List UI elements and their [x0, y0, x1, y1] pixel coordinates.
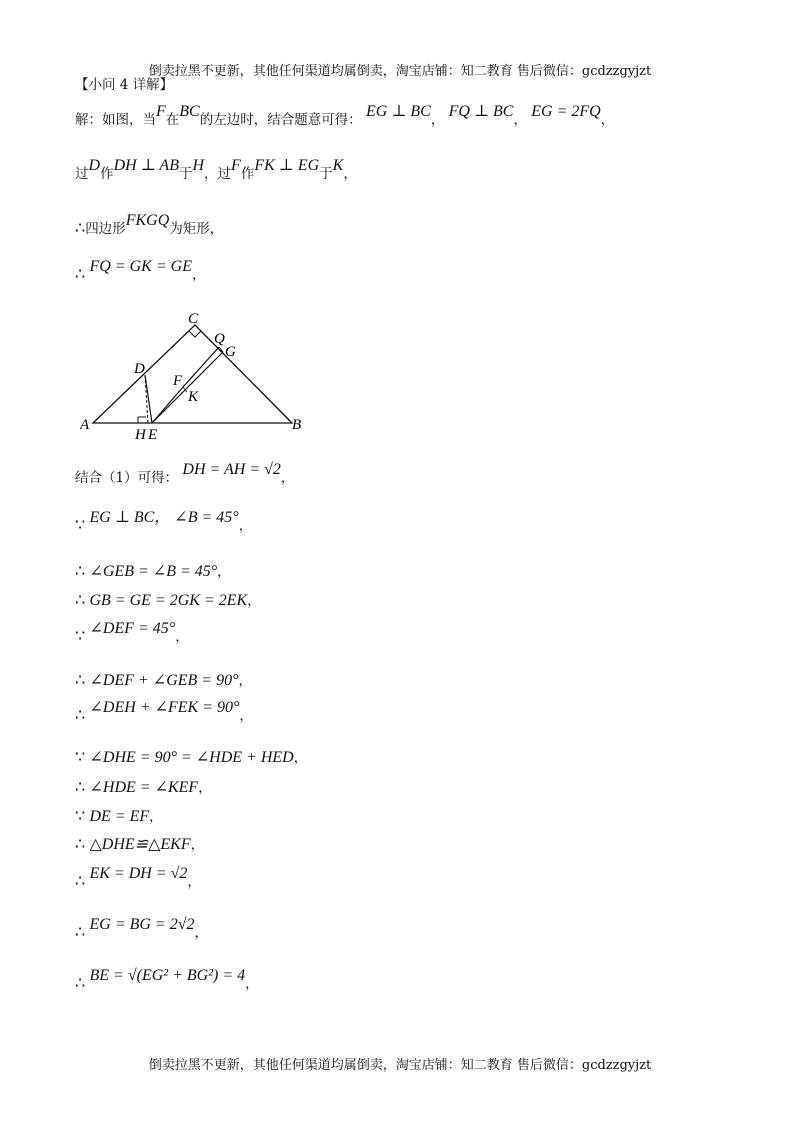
solution-line-15 [75, 836, 204, 853]
math-var: D [88, 157, 101, 174]
solution-line-11 [75, 699, 253, 724]
solution-line-17 [75, 916, 209, 941]
solution-line-7 [75, 563, 231, 580]
therefore-symbol: ∴ [75, 218, 86, 237]
text: 过 [75, 166, 89, 182]
because-symbol: ∵ [75, 806, 86, 825]
solution-line-9 [75, 620, 189, 645]
solution-line-3 [75, 212, 224, 237]
segment-de [145, 375, 152, 423]
comma: ， [239, 708, 253, 724]
therefore-symbol: ∴ [75, 777, 86, 796]
solution-line-10 [75, 672, 252, 689]
triangle-abc [93, 325, 292, 423]
math-var: BC [179, 103, 200, 120]
comma: ， [238, 518, 253, 534]
label-q: Q [214, 331, 225, 347]
comma: ， [190, 837, 205, 853]
therefore-symbol: ∴ [75, 590, 86, 609]
comma: ， [198, 780, 212, 796]
because-symbol: ∵ [75, 747, 86, 766]
right-angle-mark-h [138, 417, 146, 423]
solution-line-16 [75, 865, 201, 890]
math-expr: ∠DHE = 90° = ∠HDE + HED [89, 749, 294, 766]
comma: ， [175, 629, 189, 645]
solution-line-5 [75, 461, 295, 486]
therefore-symbol: ∴ [75, 834, 86, 853]
comma: ， [194, 925, 209, 941]
section-title: 【小问 4 详解】 [75, 77, 174, 93]
comma: ， [149, 809, 163, 825]
comma: ， [191, 267, 206, 283]
math-expr: DE = EF [89, 808, 150, 825]
math-expr: GB = GE = 2GK = 2EK [89, 592, 248, 609]
text: 四边形 [85, 221, 126, 237]
label-a: A [80, 417, 90, 433]
math-var: FKGQ [125, 212, 170, 229]
label-k: K [188, 389, 199, 405]
math-expr: BE = √(EG² + BG²) = 4 [89, 967, 246, 984]
therefore-symbol: ∴ [75, 922, 86, 941]
comma: ， [245, 976, 259, 992]
comma: ， [238, 673, 252, 689]
comma: ， [217, 564, 231, 580]
because-symbol: ∵ [75, 626, 86, 645]
solution-line-4 [75, 258, 206, 283]
therefore-symbol: ∴ [75, 871, 86, 890]
segment-eg [152, 352, 223, 423]
therefore-symbol: ∴ [75, 561, 86, 580]
label-c: C [188, 311, 199, 327]
comma: ， [187, 874, 201, 890]
segment-fq [183, 347, 219, 387]
therefore-symbol: ∴ [75, 705, 86, 724]
comma: ， [280, 470, 295, 486]
page-header-notice: 倒卖拉黑不更新，其他任何渠道均属倒卖，淘宝店铺：知二教育 售后微信：gcdzzgyjzt [148, 64, 652, 79]
math-expr: DH ⊥ AB [113, 157, 179, 174]
label-f: F [173, 373, 183, 389]
math-expr: EG = 2FQ [531, 103, 601, 120]
text: 解：如图，当 [75, 112, 156, 128]
math-var: F [231, 157, 241, 174]
math-expr: FQ = GK = GE [89, 258, 192, 275]
text: 为矩形， [169, 221, 224, 237]
therefore-symbol: ∴ [75, 264, 86, 283]
math-expr: EG = BG = 2√2 [89, 916, 195, 933]
math-var: K [332, 157, 344, 174]
math-expr: EK = DH = √2 [89, 865, 188, 882]
math-expr: EG ⊥ BC [366, 103, 431, 120]
text: 在 [165, 112, 180, 128]
math-expr: EG ⊥ BC， ∠B = 45° [89, 509, 239, 526]
geometry-figure [80, 305, 320, 445]
comma: ， [600, 112, 615, 128]
math-expr: ∠DEH + ∠FEK = 90° [89, 699, 240, 716]
text: ， [343, 166, 357, 182]
math-var: F [156, 103, 166, 120]
math-expr: DH = AH = √2 [182, 461, 281, 478]
solution-line-1 [75, 103, 615, 128]
text: 作 [100, 166, 114, 182]
text: 的左边时，结合题意可得： [199, 112, 362, 128]
solution-line-8 [75, 592, 261, 609]
therefore-symbol: ∴ [75, 973, 86, 992]
solution-line-14 [75, 808, 163, 825]
label-b: B [292, 417, 302, 433]
text: 于 [319, 166, 333, 182]
solution-line-13 [75, 779, 212, 796]
text: 作 [240, 166, 255, 182]
comma: ， [513, 112, 527, 128]
because-symbol: ∵ [75, 515, 86, 534]
math-expr: FK ⊥ EG [254, 157, 320, 174]
text: ，过 [204, 166, 232, 182]
solution-line-12 [75, 749, 307, 766]
solution-line-18 [75, 967, 259, 992]
solution-line-2 [75, 157, 357, 182]
solution-line-6 [75, 509, 253, 534]
math-expr: ∠DEF + ∠GEB = 90° [89, 672, 239, 689]
right-angle-mark-c [189, 331, 201, 337]
math-expr: ∠DEF = 45° [89, 620, 176, 637]
label-e: E [148, 427, 158, 443]
comma: ， [430, 112, 445, 128]
therefore-symbol: ∴ [75, 670, 86, 689]
comma: ， [293, 750, 308, 766]
math-expr: FQ ⊥ BC [448, 103, 514, 120]
text: 于 [178, 166, 193, 182]
text: 结合（1）可得： [75, 470, 179, 486]
math-expr: △DHE≌△EKF [89, 836, 191, 853]
label-h: H [135, 427, 146, 443]
label-g: G [225, 344, 236, 360]
page-footer-notice: 倒卖拉黑不更新，其他任何渠道均属倒卖，淘宝店铺：知二教育 售后微信：gcdzzgyjzt [148, 1058, 652, 1073]
label-d: D [134, 361, 145, 377]
math-expr: ∠HDE = ∠KEF [89, 779, 199, 796]
math-expr: ∠GEB = ∠B = 45° [89, 563, 218, 580]
math-var: H [192, 157, 205, 174]
comma: ， [247, 593, 261, 609]
